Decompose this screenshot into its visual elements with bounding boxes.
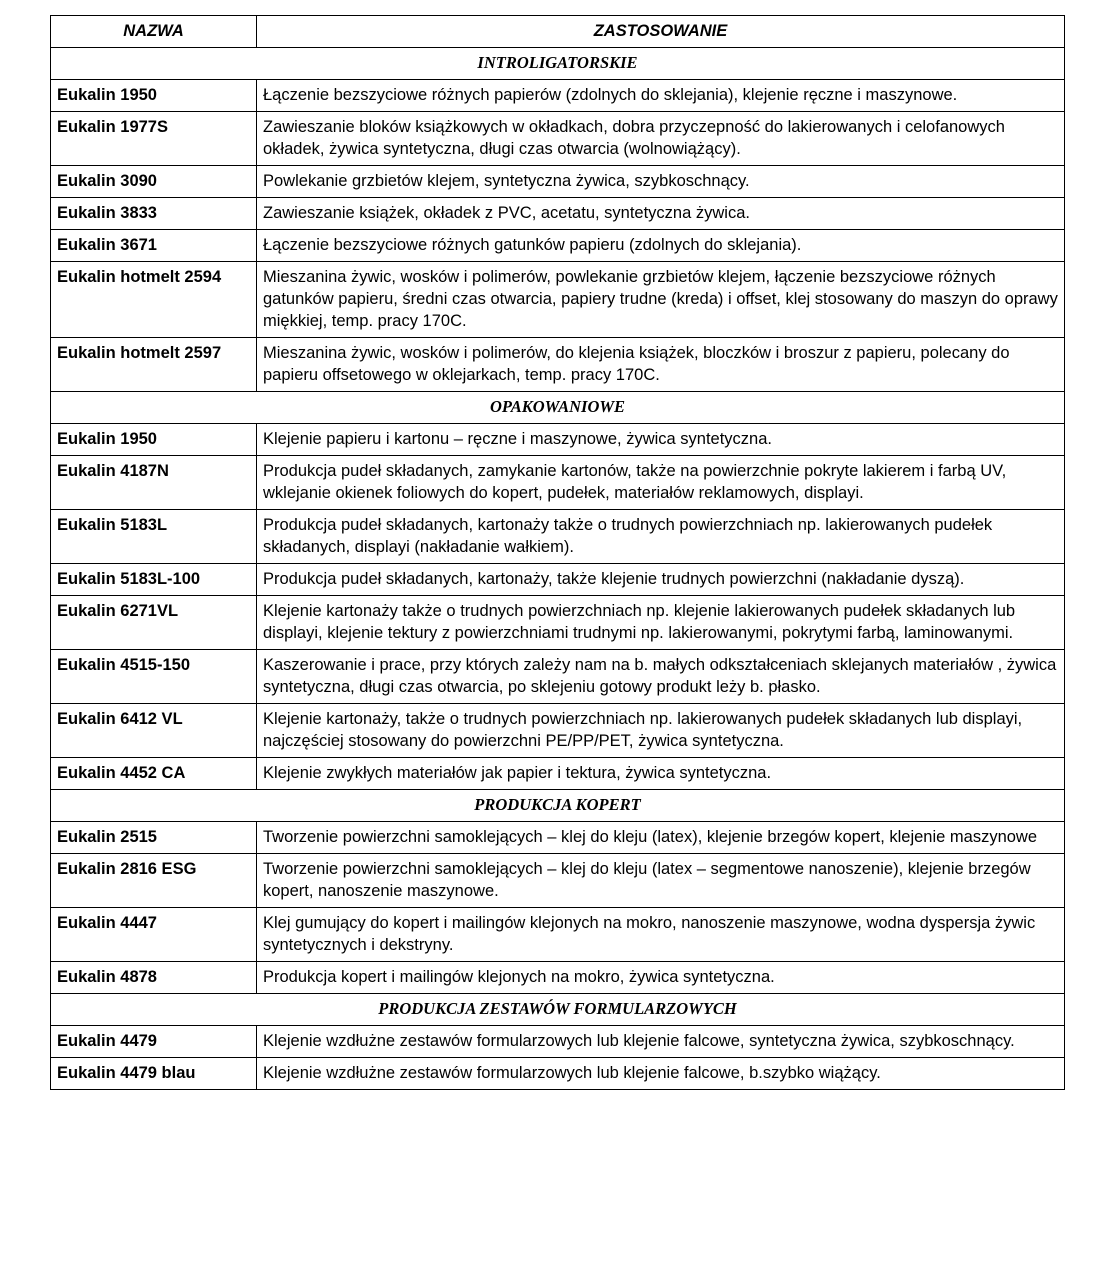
- product-name-cell: Eukalin 6271VL: [51, 596, 257, 650]
- product-name-cell: Eukalin 4878: [51, 962, 257, 994]
- table-row: [51, 822, 1065, 854]
- product-use-cell: Klejenie kartonaży, także o trudnych powierzchniach np. lakierowanych pudełek składanych lub displayi, najczęściej stosowany do powierzchni PE/PP/PET, żywica syntetyczna.: [257, 704, 1065, 758]
- product-name-cell: Eukalin 4452 CA: [51, 758, 257, 790]
- table-row: [51, 758, 1065, 790]
- product-use-cell: Klej gumujący do kopert i mailingów klejonych na mokro, nanoszenie maszynowe, wodna dyspersja żywic syntetycznych i dekstryny.: [257, 908, 1065, 962]
- product-name-cell: Eukalin 4187N: [51, 456, 257, 510]
- product-name-cell: Eukalin 6412 VL: [51, 704, 257, 758]
- product-use-cell: Produkcja kopert i mailingów klejonych na mokro, żywica syntetyczna.: [257, 962, 1065, 994]
- product-name-cell: Eukalin 2816 ESG: [51, 854, 257, 908]
- product-name-cell: Eukalin 3090: [51, 166, 257, 198]
- product-name-cell: Eukalin 4479 blau: [51, 1058, 257, 1090]
- column-header-use: ZASTOSOWANIE: [257, 16, 1065, 48]
- product-name-cell: Eukalin 5183L: [51, 510, 257, 564]
- table-row: [51, 80, 1065, 112]
- product-use-cell: Łączenie bezszyciowe różnych gatunków papieru (zdolnych do sklejania).: [257, 230, 1065, 262]
- section-row: [51, 48, 1065, 80]
- table-row: [51, 1058, 1065, 1090]
- product-name-cell: Eukalin 4479: [51, 1026, 257, 1058]
- product-name-cell: Eukalin 1950: [51, 80, 257, 112]
- section-title: OPAKOWANIOWE: [51, 392, 1065, 424]
- product-name-cell: Eukalin 3833: [51, 198, 257, 230]
- table-row: [51, 166, 1065, 198]
- table-row: [51, 564, 1065, 596]
- product-name-cell: Eukalin hotmelt 2597: [51, 338, 257, 392]
- table-row: [51, 1026, 1065, 1058]
- product-use-cell: Zawieszanie książek, okładek z PVC, acetatu, syntetyczna żywica.: [257, 198, 1065, 230]
- product-name-cell: Eukalin 5183L-100: [51, 564, 257, 596]
- section-row: [51, 790, 1065, 822]
- product-use-cell: Tworzenie powierzchni samoklejących – klej do kleju (latex – segmentowe nanoszenie), klejenie brzegów kopert, nanoszenie maszynowe.: [257, 854, 1065, 908]
- table-row: [51, 456, 1065, 510]
- section-title: INTROLIGATORSKIE: [51, 48, 1065, 80]
- product-use-cell: Klejenie kartonaży także o trudnych powierzchniach np. klejenie lakierowanych pudełek składanych lub displayi, klejenie tektury z powierzchniami trudnymi np. lakierowanymi, pokrytymi farbą, laminowanymi.: [257, 596, 1065, 650]
- product-name-cell: Eukalin 1950: [51, 424, 257, 456]
- product-use-cell: Produkcja pudeł składanych, kartonaży także o trudnych powierzchniach np. lakierowanych pudełek składanych, displayi (nakładanie wałkiem).: [257, 510, 1065, 564]
- product-name-cell: Eukalin 4447: [51, 908, 257, 962]
- column-header-name: NAZWA: [51, 16, 257, 48]
- section-title: PRODUKCJA ZESTAWÓW FORMULARZOWYCH: [51, 994, 1065, 1026]
- table-row: [51, 962, 1065, 994]
- product-name-cell: Eukalin 4515-150: [51, 650, 257, 704]
- table-row: [51, 424, 1065, 456]
- table-row: [51, 704, 1065, 758]
- section-row: [51, 392, 1065, 424]
- product-use-cell: Zawieszanie bloków książkowych w okładkach, dobra przyczepność do lakierowanych i celofanowych okładek, żywica syntetyczna, długi czas otwarcia (wolnowiążący).: [257, 112, 1065, 166]
- product-use-cell: Mieszanina żywic, wosków i polimerów, powlekanie grzbietów klejem, łączenie bezszyciowe różnych gatunków papieru, średni czas otwarcia, papiery trudne (kreda) i offset, klej stosowany do maszyn do oprawy miękkiej, temp. pracy 170C.: [257, 262, 1065, 338]
- product-use-cell: Mieszanina żywic, wosków i polimerów, do klejenia książek, bloczków i broszur z papieru, polecany do papieru offsetowego w oklejarkach, temp. pracy 170C.: [257, 338, 1065, 392]
- table-row: [51, 510, 1065, 564]
- product-name-cell: Eukalin 2515: [51, 822, 257, 854]
- product-name-cell: Eukalin 1977S: [51, 112, 257, 166]
- table-row: [51, 198, 1065, 230]
- product-use-cell: Kaszerowanie i prace, przy których zależy nam na b. małych odkształceniach sklejanych materiałów , żywica syntetyczna, długi czas otwarcia, po sklejeniu gotowy produkt leży b. płasko.: [257, 650, 1065, 704]
- header-row: [51, 16, 1065, 48]
- product-use-cell: Klejenie zwykłych materiałów jak papier i tektura, żywica syntetyczna.: [257, 758, 1065, 790]
- product-use-cell: Powlekanie grzbietów klejem, syntetyczna żywica, szybkoschnący.: [257, 166, 1065, 198]
- product-use-cell: Klejenie papieru i kartonu – ręczne i maszynowe, żywica syntetyczna.: [257, 424, 1065, 456]
- product-name-cell: Eukalin hotmelt 2594: [51, 262, 257, 338]
- table-row: [51, 230, 1065, 262]
- table-row: [51, 596, 1065, 650]
- product-use-cell: Klejenie wzdłużne zestawów formularzowych lub klejenie falcowe, syntetyczna żywica, szybkoschnący.: [257, 1026, 1065, 1058]
- table-row: [51, 262, 1065, 338]
- product-table: [50, 15, 1065, 1090]
- table-row: [51, 338, 1065, 392]
- table-row: [51, 854, 1065, 908]
- section-title: PRODUKCJA KOPERT: [51, 790, 1065, 822]
- product-use-cell: Klejenie wzdłużne zestawów formularzowych lub klejenie falcowe, b.szybko wiążący.: [257, 1058, 1065, 1090]
- product-use-cell: Tworzenie powierzchni samoklejących – klej do kleju (latex), klejenie brzegów kopert, klejenie maszynowe: [257, 822, 1065, 854]
- table-row: [51, 908, 1065, 962]
- table-row: [51, 650, 1065, 704]
- table-body: [51, 48, 1065, 1090]
- product-use-cell: Produkcja pudeł składanych, kartonaży, także klejenie trudnych powierzchni (nakładanie dyszą).: [257, 564, 1065, 596]
- table-row: [51, 112, 1065, 166]
- product-use-cell: Produkcja pudeł składanych, zamykanie kartonów, także na powierzchnie pokryte lakierem i farbą UV, wklejanie okienek foliowych do kopert, pudełek, materiałów reklamowych, displayi.: [257, 456, 1065, 510]
- product-name-cell: Eukalin 3671: [51, 230, 257, 262]
- product-use-cell: Łączenie bezszyciowe różnych papierów (zdolnych do sklejania), klejenie ręczne i maszynowe.: [257, 80, 1065, 112]
- section-row: [51, 994, 1065, 1026]
